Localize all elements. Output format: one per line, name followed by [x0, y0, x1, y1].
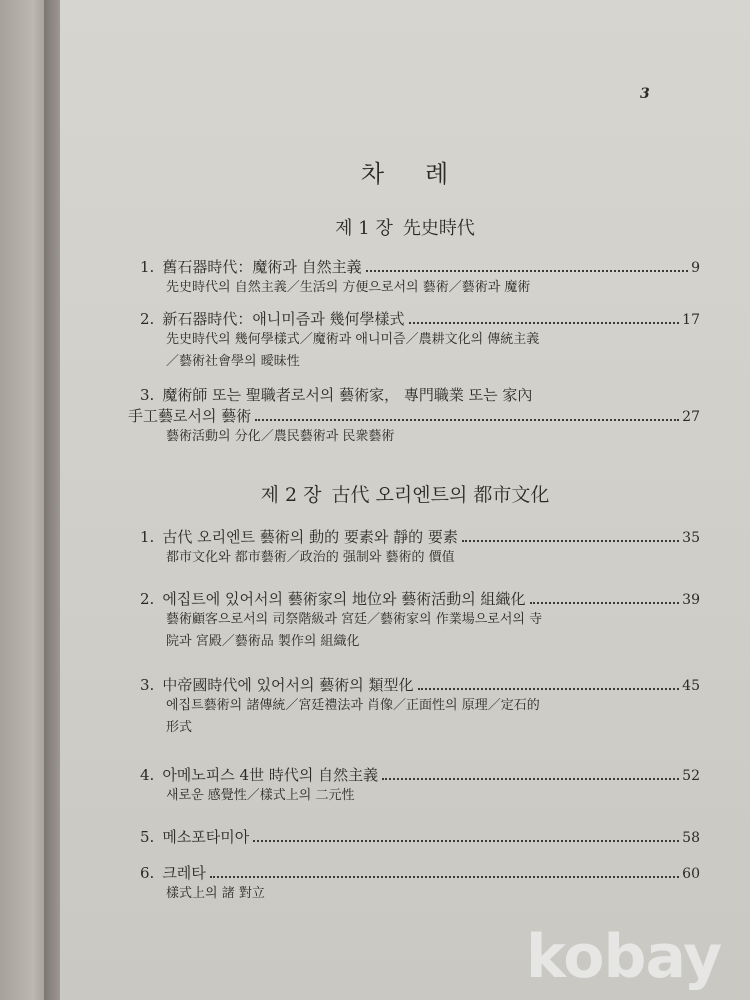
chapter-number: 제 2 장: [260, 484, 322, 506]
toc-entry[interactable]: [140, 256, 700, 299]
entry-title: 크레타: [162, 864, 206, 882]
entry-page: 52: [682, 768, 700, 784]
entry-subtopics: 院과 宮殿／藝術品 製作의 組織化: [166, 634, 360, 649]
entry-subtopics: ／藝術社會學의 曖昧性: [166, 354, 300, 369]
entry-subtopics: 樣式上의 諸 對立: [166, 886, 265, 901]
chapter-number: 제 1 장: [335, 218, 393, 239]
entry-subtopics: 都市文化와 都市藝術／政治的 强制와 藝術的 價值: [166, 550, 455, 565]
entry-page: 39: [682, 592, 700, 608]
entry-title: 新石器時代：애니미즘과 幾何學樣式: [162, 310, 405, 328]
toc-entry[interactable]: [140, 308, 700, 373]
toc-title-char-2: 례: [425, 160, 450, 188]
dot-leader: [418, 688, 680, 690]
entry-title: 舊石器時代：魔術과 自然主義: [162, 258, 362, 276]
entry-index: 2.: [140, 310, 155, 328]
kobay-watermark: kobay: [526, 922, 722, 992]
entry-page: 60: [682, 866, 700, 882]
entry-index: 4.: [140, 766, 155, 784]
entry-title-line-1: 魔術師 또는 聖職者로서의 藝術家， 專門職業 또는 家內: [162, 386, 533, 404]
toc-title-char-1: 차: [360, 160, 385, 188]
entry-page: 17: [682, 312, 700, 328]
entry-title: 古代 오리엔트 藝術의 動的 要素와 靜的 要素: [162, 528, 458, 546]
entry-title: 手工藝로서의 藝術: [128, 407, 252, 425]
dot-leader: [409, 322, 680, 324]
entry-subtopics: 先史時代의 自然主義／生活의 方便으로서의 藝術／藝術과 魔術: [166, 280, 531, 295]
entry-index: 3.: [140, 676, 155, 694]
entry-subtopics: 에집트藝術의 諸傳統／宮廷禮法과 肖像／正面性의 原理／定石的: [166, 698, 540, 713]
entry-page: 58: [682, 830, 700, 846]
entry-index: 1.: [140, 528, 155, 546]
entry-page: 27: [682, 409, 700, 425]
dot-leader: [382, 778, 679, 780]
entry-subtopics: 先史時代의 幾何學樣式／魔術과 애니미즘／農耕文化의 傳統主義: [166, 332, 540, 347]
book-page: [60, 0, 750, 1000]
entry-title: 中帝國時代에 있어서의 藝術의 類型化: [162, 676, 414, 694]
entry-subtopics: 새로운 感覺性／樣式上의 二元性: [166, 788, 355, 803]
chapter-title: 古代 오리엔트의 都市文化: [331, 484, 550, 506]
dot-leader: [462, 540, 679, 542]
entry-page: 45: [682, 678, 700, 694]
chapter-1-heading: [60, 214, 750, 240]
dot-leader: [255, 419, 679, 421]
entry-page: 35: [682, 530, 700, 546]
toc-entry[interactable]: [140, 826, 700, 847]
entry-index: 3.: [140, 386, 155, 404]
entry-title: 아메노피스 4世 時代의 自然主義: [162, 766, 379, 784]
entry-title: 메소포타미아: [162, 828, 250, 846]
toc-entry[interactable]: [140, 764, 700, 807]
dot-leader: [210, 876, 679, 878]
entry-subtopics: 藝術活動의 分化／農民藝術과 民衆藝術: [166, 429, 395, 444]
entry-index: 6.: [140, 864, 155, 882]
toc-entry[interactable]: [128, 384, 700, 448]
entry-title: 에집트에 있어서의 藝術家의 地位와 藝術活動의 組織化: [162, 590, 526, 608]
toc-entry[interactable]: [140, 588, 700, 653]
toc-entry[interactable]: [140, 526, 700, 569]
page-number: 3: [640, 86, 651, 102]
dot-leader: [253, 840, 679, 842]
chapter-title: 先史時代: [402, 218, 475, 239]
entry-index: 2.: [140, 590, 155, 608]
toc-entry[interactable]: [140, 862, 700, 905]
toc-title: [60, 154, 750, 189]
chapter-2-heading: [60, 480, 750, 507]
entry-index: 1.: [140, 258, 155, 276]
entry-page: 9: [691, 260, 700, 276]
dot-leader: [530, 602, 680, 604]
toc-entry[interactable]: [140, 674, 700, 739]
dot-leader: [366, 270, 689, 272]
entry-index: 5.: [140, 828, 155, 846]
entry-subtopics: 藝術顧客으로서의 司祭階級과 宮廷／藝術家의 作業場으로서의 寺: [166, 612, 543, 627]
entry-subtopics: 形式: [166, 720, 193, 735]
